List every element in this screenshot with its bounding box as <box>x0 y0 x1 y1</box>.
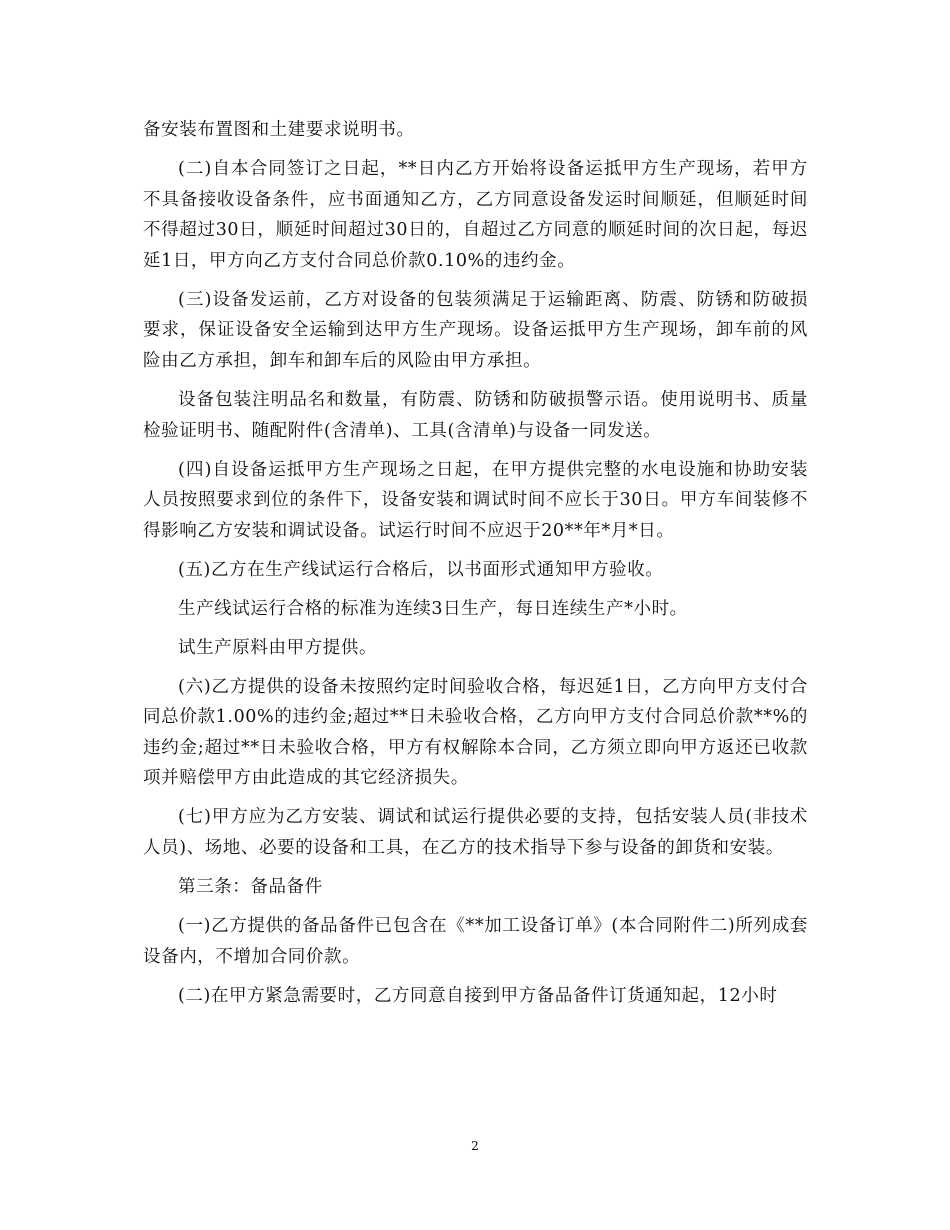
paragraph: (四)自设备运抵甲方生产现场之日起，在甲方提供完整的水电设施和协助安装人员按照要求到位的条件下，设备安装和调试时间不应长于30日。甲方车间装修不得影响乙方安装和调试设备。试运行时间不应迟于20**年*月*日。 <box>143 459 808 541</box>
paragraph: (二)自本合同签订之日起，**日内乙方开始将设备运抵甲方生产现场，若甲方不具备接收设备条件，应书面通知乙方，乙方同意设备发运时间顺延，但顺延时间不得超过30日，顺延时间超过30日的，自超过乙方同意的顺延时间的次日起，每迟延1日，甲方向乙方支付合同总价款0.10%的违约金。 <box>143 158 808 271</box>
paragraph: 设备包装注明品名和数量，有防震、防锈和防破损警示语。使用说明书、质量检验证明书、随配附件(含清单)、工具(含清单)与设备一同发送。 <box>143 389 808 441</box>
paragraph: (三)设备发运前，乙方对设备的包装须满足于运输距离、防震、防锈和防破损要求，保证设备安全运输到达甲方生产现场。设备运抵甲方生产现场，卸车前的风险由乙方承担，卸车和卸车后的风险由甲方承担。 <box>143 289 808 371</box>
paragraph: 生产线试运行合格的标准为连续3日生产，每日连续生产*小时。 <box>178 598 688 619</box>
paragraph: 备安装布置图和土建要求说明书。 <box>143 120 415 140</box>
section-heading: 第三条：备品备件 <box>178 876 323 897</box>
paragraph: (二)在甲方紧急需要时，乙方同意自接到甲方备品备件订货通知起，12小时 <box>178 985 778 1006</box>
document-body <box>143 115 808 1020</box>
paragraph: (七)甲方应为乙方安装、调试和试运行提供必要的支持，包括安装人员(非技术人员)、场地、必要的设备和工具，在乙方的技术指导下参与设备的卸货和安装。 <box>143 807 808 858</box>
page-number: 2 <box>471 1139 479 1153</box>
paragraph: (五)乙方在生产线试运行合格后，以书面形式通知甲方验收。 <box>178 559 664 580</box>
paragraph: (六)乙方提供的设备未按照约定时间验收合格，每迟延1日，乙方向甲方支付合同总价款1.00%的违约金;超过**日未验收合格，乙方向甲方支付合同总价款**%的违约金;超过**日未验收合格，甲方有权解除本合同，乙方须立即向甲方返还已收款项并赔偿甲方由此造成的其它经济损失。 <box>143 676 808 789</box>
paragraph: (一)乙方提供的备品备件已包含在《**加工设备订单》(本合同附件二)所列成套设备内，不增加合同价款。 <box>143 915 808 967</box>
paragraph: 试生产原料由甲方提供。 <box>178 637 378 658</box>
